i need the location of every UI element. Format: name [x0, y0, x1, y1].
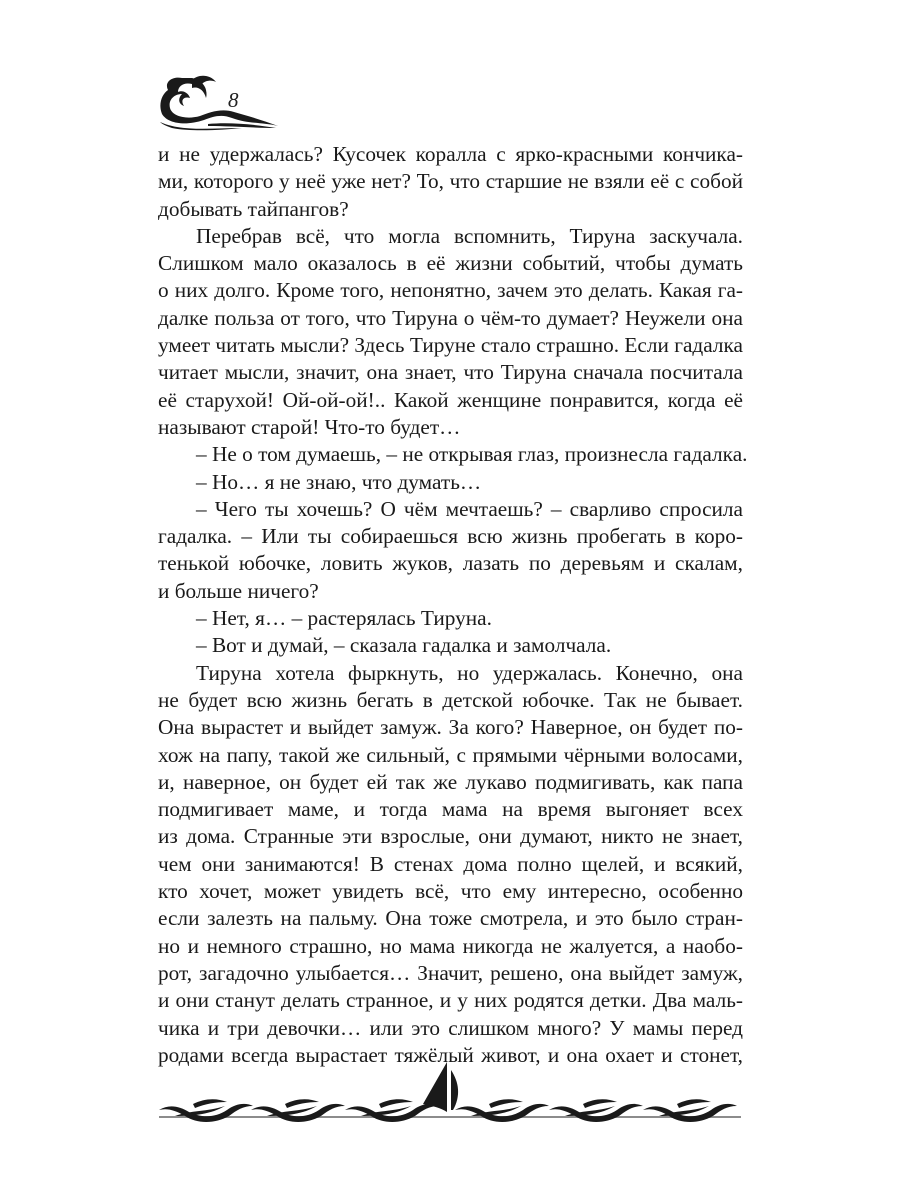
text-line: гадалка. – Или ты собираешься всю жизнь пробегать в коро- — [158, 524, 743, 549]
text-line: Тируна хотела фыркнуть, но удержалась. Конечно, она — [196, 660, 743, 685]
text-line: подмигивает маме, и тогда мама на время выгоняет всех — [158, 797, 743, 822]
text-line: называют старой! Что-то будет… — [158, 414, 461, 439]
text-line: добывать тайпангов? — [158, 196, 349, 221]
text-line: о них долго. Кроме того, непонятно, зачем это делать. Какая га- — [158, 278, 743, 303]
text-line: далке польза от того, что Тируна о чём-то думает? Неужели она — [158, 305, 743, 330]
text-line: чика и три девочки… или это слишком много? У мамы перед — [158, 1015, 743, 1040]
dialogue-line: – Нет, я… – растерялась Тируна. — [196, 606, 492, 631]
text-line: её старухой! Ой-ой-ой!.. Какой женщине понравится, когда её — [158, 387, 743, 412]
text-line: родами всегда вырастает тяжёлый живот, и она охает и стонет, — [158, 1042, 743, 1067]
text-line: и больше ничего? — [158, 578, 319, 603]
dialogue-line: – Вот и думай, – сказала гадалка и замолчала. — [196, 633, 612, 658]
text-line: Перебрав всё, что могла вспомнить, Тируна заскучала. — [196, 223, 743, 248]
text-line: из дома. Странные эти взрослые, они думают, никто не знает, — [158, 824, 743, 849]
text-line: умеет читать мысли? Здесь Тируне стало страшно. Если гадалка — [158, 333, 743, 358]
dialogue-line: – Но… я не знаю, что думать… — [196, 469, 482, 494]
text-line: хож на папу, такой же сильный, с прямыми чёрными волосами, — [158, 742, 743, 767]
text-line: не будет всю жизнь бегать в детской юбочке. Так не бывает. — [158, 687, 743, 712]
page-number: 8 — [228, 88, 239, 112]
text-line: Она вырастет и выйдет замуж. За кого? Наверное, он будет по- — [158, 715, 743, 740]
text-line: и не удержалась? Кусочек коралла с ярко-красными кончика- — [158, 142, 743, 166]
text-line: если залезть на пальму. Она тоже смотрела, и это было стран- — [158, 906, 743, 931]
text-line: и, наверное, он будет ей так же лукаво подмигивать, как папа — [158, 769, 743, 794]
sailboat-waves-icon — [155, 1060, 745, 1132]
text-line: но и немного страшно, но мама никогда не жалуется, а наобо- — [158, 933, 743, 958]
wave-icon — [152, 70, 282, 132]
text-line: ми, которого у неё уже нет? То, что старшие не взяли её с собой — [158, 169, 743, 194]
text-line: рот, загадочно улыбается… Значит, решено, она выйдет замуж, — [158, 960, 743, 985]
text-line: читает мысли, значит, она знает, что Тируна сначала посчитала — [158, 360, 743, 385]
dialogue-line: – Чего ты хочешь? О чём мечтаешь? – сварливо спросила — [196, 496, 743, 521]
body-text — [158, 141, 748, 1069]
text-line: и они станут делать странное, и у них родятся детки. Два маль- — [158, 988, 743, 1013]
text-line: тенькой юбочке, ловить жуков, лазать по деревьям и скалам, — [158, 551, 743, 576]
text-line: чем они занимаются! В стенах дома полно щелей, и всякий, — [158, 851, 743, 876]
text-line: Слишком мало оказалось в её жизни событий, чтобы думать — [158, 251, 743, 276]
dialogue-line: – Не о том думаешь, – не открывая глаз, произнесла гадалка. — [196, 442, 748, 467]
text-line: кто хочет, может увидеть всё, что ему интересно, особенно — [158, 879, 743, 904]
